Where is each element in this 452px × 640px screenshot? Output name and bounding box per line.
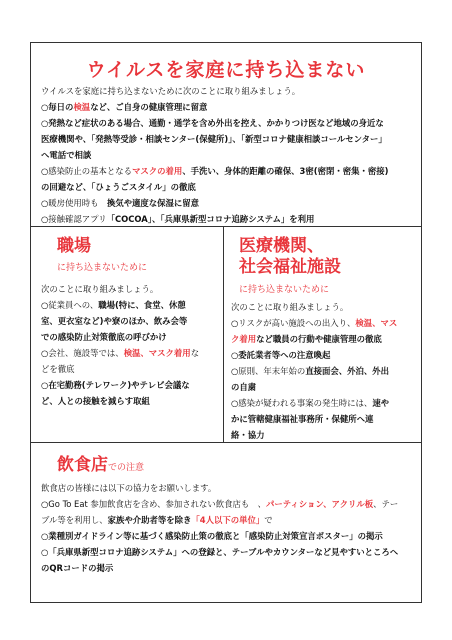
medical-line-3: ○委託業者等への注意喚起 xyxy=(231,350,331,360)
work-line-6: ○在宅勤務(テレワーク)やテレビ会議な xyxy=(41,380,190,390)
restaurant-line-2: ブル等を利用し、家族や介助者等を除き「4人以下の単位」で xyxy=(41,515,273,525)
work-line-2: 室、更衣室など)や寮のほか、飲み会等 xyxy=(41,316,188,326)
restaurant-line-3: ○業種別ガイドライン等に基づく感染防止策の徹底と「感染防止対策宣言ポスター」の掲示 xyxy=(41,531,383,541)
home-line-5: ○感染防止の基本となるマスクの着用、手洗い、身体的距離の確保、3密(密閉・密集・密接) xyxy=(41,166,389,176)
restaurant-line-4: ○「兵庫県新型コロナ追跡システム」への登録と、テーブルやカウンターなど見やすいところへ xyxy=(41,547,399,557)
home-line-4: へ電話で相談 xyxy=(41,150,92,160)
page-title: ウイルスを家庭に持ち込まない xyxy=(86,59,366,81)
home-line-7: ○暖房使用時も 換気や適度な保湿に留意 xyxy=(41,198,200,208)
medical-title-1: 医療機関、 xyxy=(239,236,324,256)
medical-title-2: 社会福祉施設 xyxy=(239,257,341,277)
home-line-3: 医療機関や、「発熱等受診・相談センター(保健所)」、「新型コロナ健康相談コールセンター」 xyxy=(41,134,387,144)
home-line-6: の回避など、「ひょうごスタイル」の徹底 xyxy=(41,182,196,192)
work-title: 職場 xyxy=(57,236,91,256)
medical-line-7: かに管轄健康福祉事務所・保健所へ連 xyxy=(231,414,374,424)
medical-line-2: ク着用など職員の行動や健康管理の徹底 xyxy=(231,334,382,344)
restaurant-line-1: ○Go To Eat 参加飲食店を含め、参加されない飲食店も 、パーティション、アクリル板、テー xyxy=(41,499,399,509)
medical-line-1: ○リスクが高い施設への出入り、検温、マス xyxy=(231,318,398,328)
divider-center xyxy=(223,226,224,442)
work-line-1: ○従業員への、職場(特に、食堂、休憩 xyxy=(41,300,186,310)
work-line-7: ど、人との接触を減らす取組 xyxy=(41,396,150,406)
restaurant-intro: 飲食店の皆様には以下の協力をお願いします。 xyxy=(41,483,217,493)
info-sheet xyxy=(30,42,422,603)
medical-subtitle: に持ち込まないために xyxy=(239,285,330,295)
medical-line-5: の自粛 xyxy=(231,382,257,392)
restaurant-line-5: のQRコードの掲示 xyxy=(41,563,114,573)
medical-line-6: ○感染が疑われる事案の発生時には、速や xyxy=(231,398,390,408)
medical-intro: 次のことに取り組みましょう。 xyxy=(231,302,349,312)
home-line-8: ○接触確認アプリ「COCOA」、「兵庫県新型コロナ追跡システム」を利用 xyxy=(41,214,315,224)
work-subtitle: に持ち込まないために xyxy=(57,263,148,273)
work-intro: 次のことに取り組みましょう。 xyxy=(41,284,159,294)
home-line-2: ○発熱など症状のある場合、通勤・通学を含め外出を控え、かかりつけ医など地域の身近な xyxy=(41,118,384,128)
medical-line-4: ○原則、年末年始の直接面会、外泊、外出 xyxy=(231,366,390,376)
home-line-1: ○毎日の検温など、ご自身の健康管理に留意 xyxy=(41,102,208,112)
divider-bottom xyxy=(31,442,421,443)
work-line-5: どを徹底 xyxy=(41,364,75,374)
restaurant-title: 飲食店での注意 xyxy=(57,455,145,475)
work-line-4: ○会社、施設等では、検温、マスク着用な xyxy=(41,348,200,358)
work-line-3: での感染防止対策徹底の呼びかけ xyxy=(41,332,167,342)
medical-line-8: 絡・協力 xyxy=(231,430,265,440)
home-intro: ウイルスを家庭に持ち込まないために次のことに取り組みましょう。 xyxy=(41,86,301,96)
